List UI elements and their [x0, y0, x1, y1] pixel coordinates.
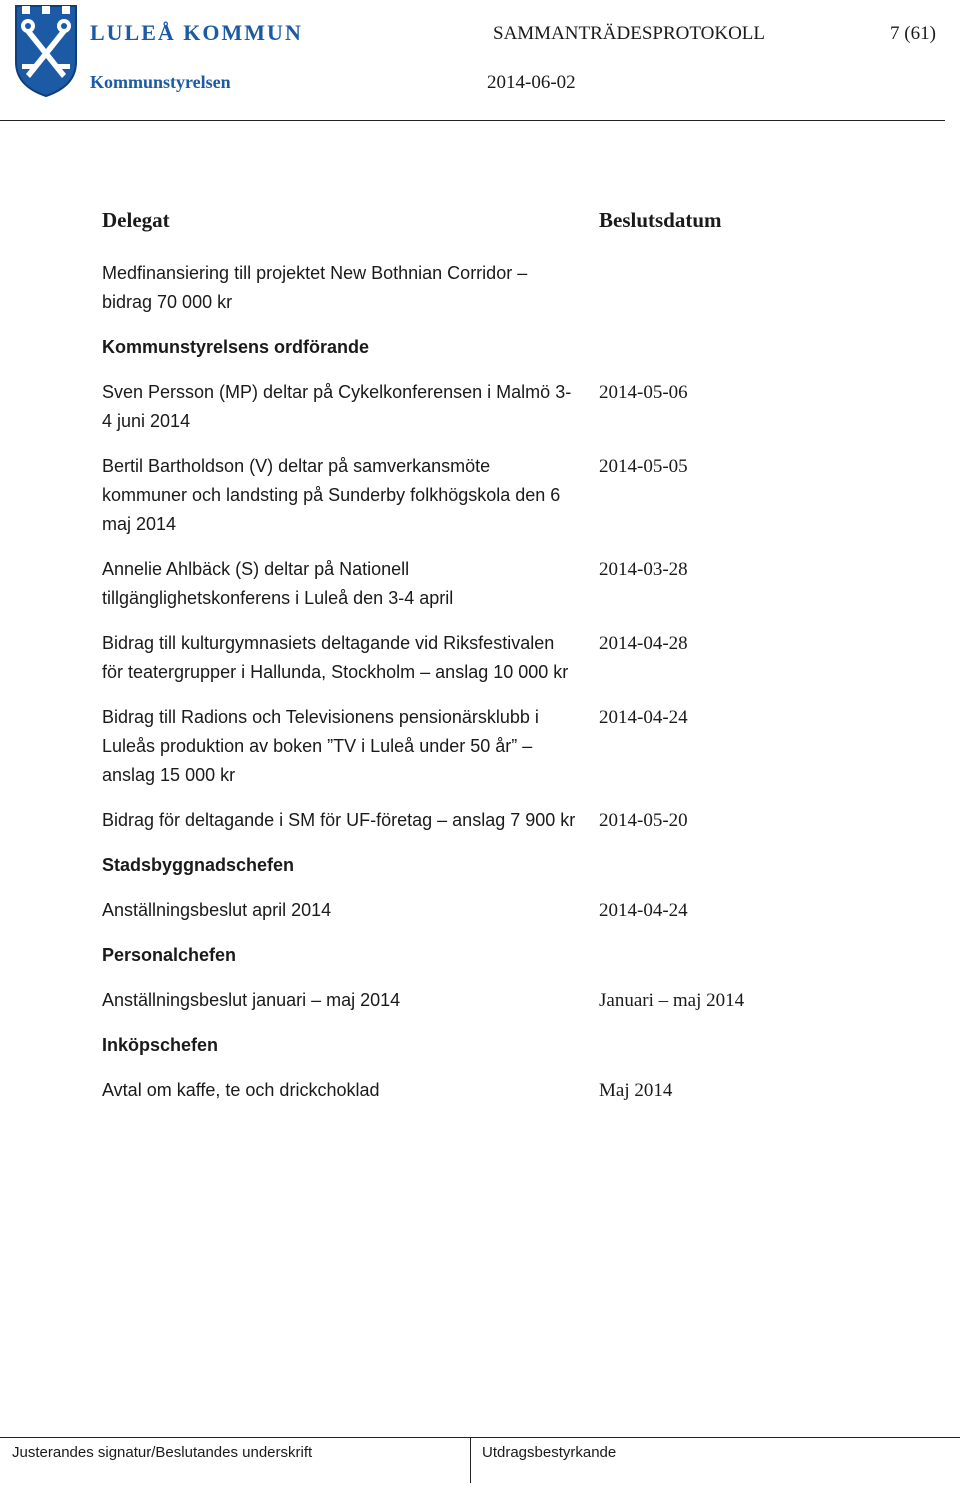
decision-description: Annelie Ahlbäck (S) deltar på Nationell tillgänglighetskonferens i Luleå den 3-4 april	[102, 559, 454, 608]
table-row	[102, 986, 862, 1015]
decision-description: Anställningsbeslut april 2014	[102, 900, 332, 920]
signature-label: Justerandes signatur/Beslutandes underskrift	[12, 1444, 313, 1461]
decision-date: 2014-04-24	[599, 900, 688, 921]
footer-column-divider	[470, 1437, 471, 1483]
decision-date: 2014-04-24	[599, 707, 688, 728]
section-heading: Stadsbyggnadschefen	[102, 855, 295, 875]
organization-name: LULEÅ KOMMUN	[90, 20, 303, 45]
page-number: 7 (61)	[890, 23, 936, 44]
decision-description: Bidrag till Radions och Televisionens pensionärsklubb i Luleås produktion av boken ”TV i Luleå under 50 år” – anslag 15 000 kr	[102, 707, 539, 785]
meeting-date: 2014-06-02	[487, 72, 576, 93]
decision-date: 2014-03-28	[599, 559, 688, 580]
decision-description: Bidrag för deltagande i SM för UF-företag – anslag 7 900 kr	[102, 810, 576, 830]
decision-date: Maj 2014	[599, 1080, 673, 1101]
table-row	[102, 806, 862, 835]
document-type: SAMMANTRÄDESPROTOKOLL	[493, 23, 766, 44]
section-heading: Kommunstyrelsens ordförande	[102, 337, 370, 357]
table-body	[102, 259, 862, 1105]
table-row	[102, 259, 862, 317]
decision-date: 2014-05-20	[599, 810, 688, 831]
decision-description: Sven Persson (MP) deltar på Cykelkonferensen i Malmö 3-4 juni 2014	[102, 382, 572, 431]
table-header	[102, 208, 862, 233]
table-row	[102, 703, 862, 790]
section-heading: Personalchefen	[102, 945, 237, 965]
decision-description: Bidrag till kulturgymnasiets deltagande vid Riksfestivalen för teatergrupper i Hallunda, Stockholm – anslag 10 000 kr	[102, 633, 569, 682]
table-row	[102, 1076, 862, 1105]
decision-description: Avtal om kaffe, te och drickchoklad	[102, 1080, 380, 1100]
decision-date	[599, 259, 862, 317]
decision-date: 2014-04-28	[599, 633, 688, 654]
table-row	[102, 378, 862, 436]
section-heading: Inköpschefen	[102, 1035, 219, 1055]
decision-date: Januari – maj 2014	[599, 990, 745, 1011]
decision-description: Anställningsbeslut januari – maj 2014	[102, 990, 401, 1010]
delegation-table	[102, 208, 862, 1121]
table-row	[102, 452, 862, 539]
decision-description: Bertil Bartholdson (V) deltar på samverkansmöte kommuner och landsting på Sunderby folkhögskola den 6 maj 2014	[102, 456, 561, 534]
organization-unit: Kommunstyrelsen	[90, 72, 231, 92]
table-row	[102, 896, 862, 925]
decision-description: Medfinansiering till projektet New Bothnian Corridor – bidrag 70 000 kr	[102, 263, 528, 312]
decision-date: 2014-05-05	[599, 456, 688, 477]
footer-divider	[0, 1437, 960, 1438]
table-row	[102, 629, 862, 687]
header-divider	[0, 120, 945, 121]
column-header-beslutsdatum: Beslutsdatum	[599, 208, 722, 232]
column-header-delegat: Delegat	[102, 208, 170, 232]
extract-verification-label: Utdragsbestyrkande	[482, 1444, 617, 1461]
table-row	[102, 555, 862, 613]
lulea-coat-of-arms-icon	[12, 2, 80, 98]
decision-date: 2014-05-06	[599, 382, 688, 403]
